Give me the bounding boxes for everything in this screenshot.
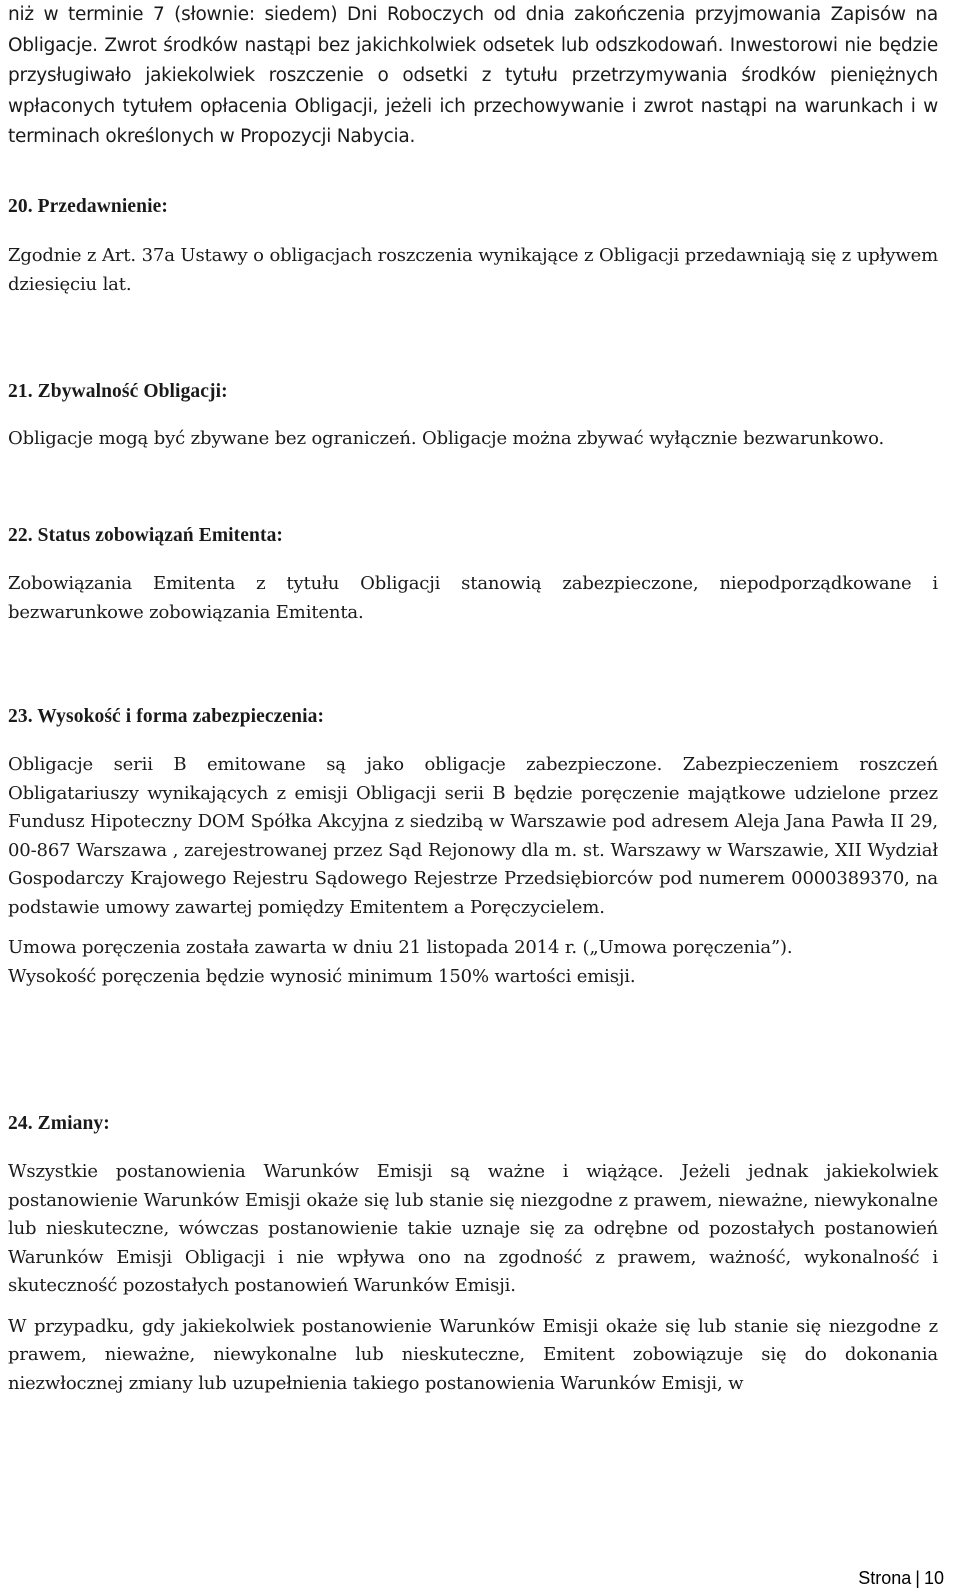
section-22 [8, 524, 938, 627]
section-heading: 22. Status zobowiązań Emitenta: [8, 525, 284, 546]
footer-label: Strona [858, 1568, 912, 1588]
section-paragraph: Zgodnie z Art. 37a Ustawy o obligacjach roszczenia wynikające z Obligacji przedawniają się z upływem dziesięciu lat. [8, 245, 938, 295]
section-paragraph-line: Umowa poręczenia została zawarta w dniu 21 listopada 2014 r. („Umowa poręczenia”). [8, 937, 793, 958]
section-20 [8, 195, 938, 299]
section-heading: 20. Przedawnienie: [8, 196, 168, 217]
page-footer [858, 1568, 944, 1589]
page-number: 10 [923, 1568, 944, 1588]
section-heading: 21. Zbywalność Obligacji: [8, 381, 228, 402]
section-paragraph: W przypadku, gdy jakiekolwiek postanowienie Warunków Emisji okaże się lub stanie się niezgodne z prawem, nieważne, niewykonalne lub nieskuteczne, Emitent zobowiązuje się do dokonania niezwłocznej zmiany lub uzupełnienia takiego postanowienia Warunków Emisji, w [8, 1315, 938, 1394]
section-heading: 23. Wysokość i forma zabezpieczenia: [8, 706, 325, 727]
section-paragraph: Wszystkie postanowienia Warunków Emisji są ważne i wiążące. Jeżeli jednak jakiekolwiek postanowienie Warunków Emisji okaże się lub stanie się niezgodne z prawem, nieważne, niewykonalne lub nieskuteczne, wówczas postanowienie takie uznaje się za odrębne od pozostałych postanowień Warunków Emisji Obligacji i nie wpływa ono na zgodność z prawem, ważność, wykonalność i skuteczność pozostałych postanowień Warunków Emisji. [8, 1161, 938, 1296]
section-24 [8, 1112, 938, 1398]
section-23 [8, 705, 938, 991]
section-paragraph: Obligacje serii B emitowane są jako obligacje zabezpieczone. Zabezpieczeniem roszczeń Obligatariuszy wynikających z emisji Obligacji serii B będzie poręczenie majątkowe udzielone przez Fundusz Hipoteczny DOM Spółka Akcyjna z siedzibą w Warszawie pod adresem Aleja Jana Pawła II 29, 00-867 Warszawa , zarejestrowanej przez Sąd Rejonowy dla m. st. Warszawy w Warszawie, XII Wydział Gospodarczy Krajowego Rejestru Sądowego Rejestrze Przedsiębiorców pod numerem 0000389370, na podstawie umowy zawartej pomiędzy Emitentem a Poręczycielem. [8, 754, 938, 918]
section-paragraph-line: Wysokość poręczenia będzie wynosić minimum 150% wartości emisji. [8, 965, 636, 987]
section-paragraph: Zobowiązania Emitenta z tytułu Obligacji stanowią zabezpieczone, niepodporządkowane i bezwarunkowe zobowiązania Emitenta. [8, 573, 938, 623]
intro-text: niż w terminie 7 (słownie: siedem) Dni Roboczych od dnia zakończenia przyjmowania Zapisów na Obligacje. Zwrot środków nastąpi bez jakichkolwiek odsetek lub odszkodowań. Inwestorowi nie będzie przysługiwało jakiekolwiek roszczenie o odsetki z tytułu przetrzymywania środków pieniężnych wpłaconych tytułem opłacenia Obligacji, jeżeli ich przechowywanie i zwrot nastąpi na warunkach i w terminach określonych w Propozycji Nabycia. [8, 4, 938, 147]
intro-paragraph [8, 0, 938, 153]
section-21 [8, 380, 938, 454]
section-heading: 24. Zmiany: [8, 1113, 110, 1134]
footer-separator: | [915, 1568, 920, 1588]
section-paragraph: Obligacje mogą być zbywane bez ograniczeń. Obligacje można zbywać wyłącznie bezwarunkowo. [8, 428, 885, 449]
